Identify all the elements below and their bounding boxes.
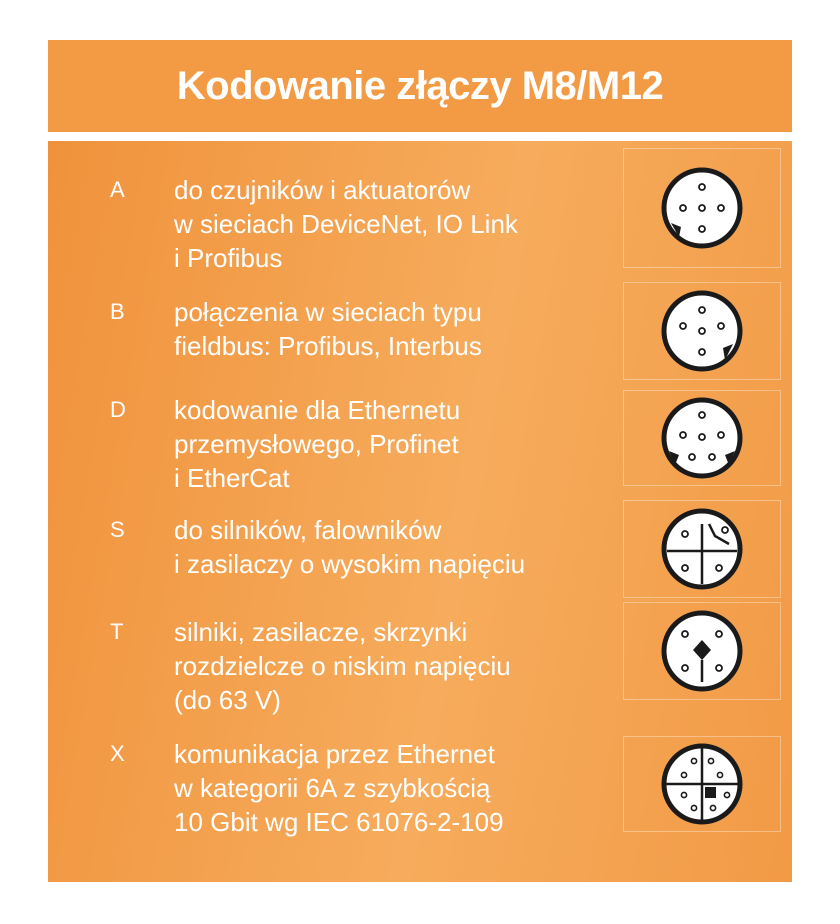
- code-description: kodowanie dla Ethernetu przemysłowego, Profinet i EtherCat: [174, 395, 461, 493]
- code-label: T: [110, 619, 124, 644]
- header-banner: [48, 40, 792, 132]
- code-label: X: [110, 741, 125, 766]
- connector-s-icon: [623, 500, 781, 598]
- coding-panel: [48, 141, 792, 882]
- page-title: Kodowanie złączy M8/M12: [176, 63, 664, 108]
- connector-x-icon: [623, 736, 781, 832]
- code-label: B: [110, 299, 125, 324]
- code-description: do czujników i aktuatorów w sieciach DeviceNet, IO Link i Profibus: [174, 175, 518, 273]
- connector-b-icon: [623, 282, 781, 380]
- code-description: połączenia w sieciach typu fieldbus: Profibus, Interbus: [174, 297, 482, 361]
- code-label: A: [110, 177, 125, 202]
- code-label: D: [110, 397, 126, 422]
- connector-d-icon: [623, 390, 781, 486]
- connector-a-icon: [623, 148, 781, 268]
- code-label: S: [110, 517, 125, 542]
- connector-t-icon: [623, 602, 781, 700]
- code-description: do silników, falowników i zasilaczy o wysokim napięciu: [174, 515, 526, 579]
- code-description: silniki, zasilacze, skrzynki rozdzielcze o niskim napięciu (do 63 V): [174, 617, 511, 715]
- code-description: komunikacja przez Ethernet w kategorii 6A z szybkością 10 Gbit wg IEC 61076-2-109: [174, 739, 504, 837]
